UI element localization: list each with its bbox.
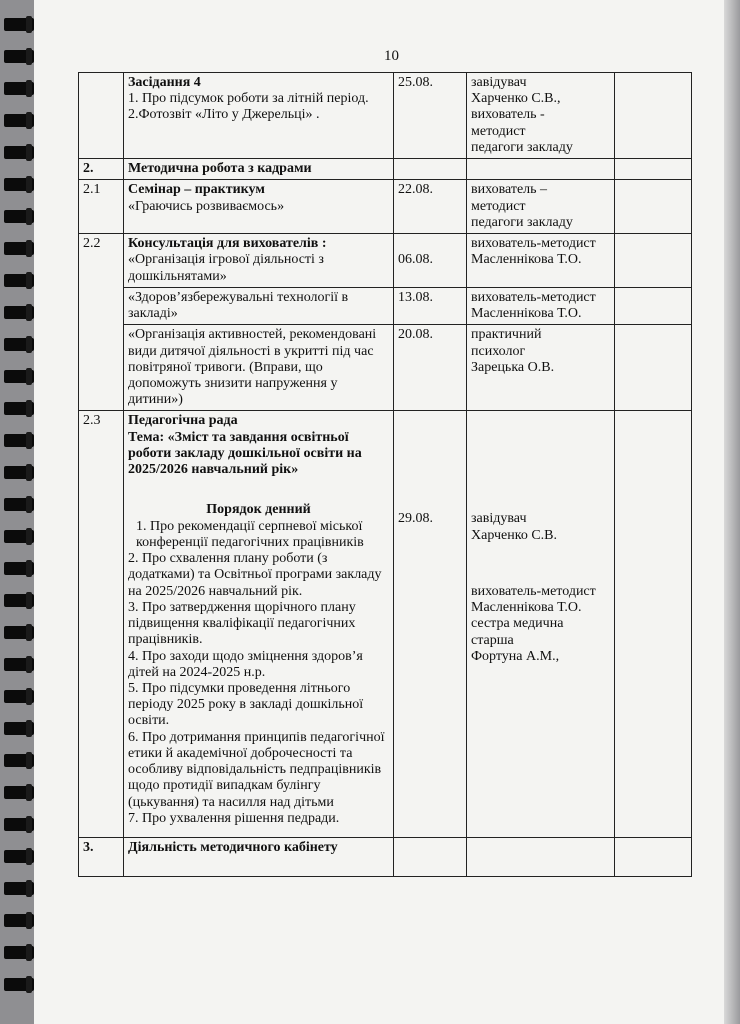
binding-ring	[4, 946, 34, 959]
binding-ring	[4, 562, 34, 575]
responsible-line: сестра медична	[471, 616, 564, 632]
responsible-line: методист	[471, 198, 526, 214]
binding-ring	[4, 754, 34, 767]
section-number: 3.	[79, 838, 124, 877]
responsible-line: педагоги закладу	[471, 214, 573, 230]
binding-ring	[4, 50, 34, 63]
cell-date	[394, 838, 467, 877]
cell-responsible	[467, 234, 615, 288]
binding-ring	[4, 402, 34, 415]
table-row	[79, 287, 692, 324]
agenda-item: 3. Про затвердження щорічного плану підвищення кваліфікації педагогічних працівників.	[128, 599, 356, 648]
table-row	[79, 73, 692, 159]
binding-ring	[4, 274, 34, 287]
binding-ring	[4, 914, 34, 927]
cell-responsible	[467, 838, 615, 877]
cell-responsible	[467, 325, 615, 411]
responsible-line: вихователь-методист	[471, 583, 596, 599]
cell-note	[615, 73, 692, 159]
responsible-line: методист	[471, 123, 526, 139]
binding-ring	[4, 370, 34, 383]
binding-ring	[4, 850, 34, 863]
responsible-line: практичний	[471, 327, 542, 343]
binding-ring	[4, 114, 34, 127]
binding-ring	[4, 978, 34, 991]
binding-ring	[4, 882, 34, 895]
meeting-title: Засідання 4	[128, 75, 201, 90]
binding-ring	[4, 434, 34, 447]
cell-note	[615, 180, 692, 234]
table-row	[79, 159, 692, 180]
cell-date: 20.08.	[394, 325, 467, 411]
cell-date: 13.08.	[394, 287, 467, 324]
section-number: 2.1	[79, 180, 124, 234]
section-number: 2.	[79, 159, 124, 180]
responsible-line: Масленнікова Т.О.	[471, 600, 582, 616]
agenda-item: 7. Про ухвалення рішення педради.	[128, 810, 340, 826]
binding-ring	[4, 242, 34, 255]
responsible-line: Зарецька О.В.	[471, 359, 555, 375]
responsible-line: психолог	[471, 343, 526, 359]
table-row	[79, 234, 692, 288]
date-value: 06.08.	[398, 252, 433, 268]
responsible-line: Харченко С.В.,	[471, 91, 561, 107]
agenda-item: 4. Про заходи щодо зміцнення здоров’я дітей на 2024-2025 н.р.	[128, 648, 363, 680]
cell-responsible	[467, 287, 615, 324]
item-title: Семінар – практикум	[128, 182, 265, 198]
binding-ring	[4, 658, 34, 671]
cell-content	[124, 180, 394, 234]
agenda-item: 5. Про підсумки проведення літнього періоду 2025 року в закладі дошкільної освіти.	[128, 680, 364, 729]
binding-ring	[4, 722, 34, 735]
cell-responsible	[467, 411, 615, 838]
responsible-line: Фортуна А.М.,	[471, 648, 560, 664]
item-subtitle: «Граючись розвиваємось»	[128, 198, 285, 214]
item-title: Педагогічна рада	[128, 413, 238, 429]
page-edge	[724, 0, 740, 1024]
responsible-line: завідувач	[471, 511, 527, 527]
binding-ring	[4, 626, 34, 639]
binding-ring	[4, 594, 34, 607]
cell-note	[615, 411, 692, 838]
table-row	[79, 180, 692, 234]
cell-responsible	[467, 180, 615, 234]
section-number: 2.3	[79, 411, 124, 838]
consultation-topic: «Організація активностей, рекомендовані види дитячої діяльності в укритті під час повітряної тривоги. (Вправи, що допоможуть знизити напруження у дитини»)	[124, 325, 394, 411]
binding-ring	[4, 18, 34, 31]
binding-ring	[4, 498, 34, 511]
section-title: Методична робота з кадрами	[124, 159, 394, 180]
cell-content	[124, 411, 394, 838]
section-number: 2.2	[79, 234, 124, 411]
cell-date	[394, 411, 467, 838]
binding-ring	[4, 786, 34, 799]
item-title: Консультація для вихователів :	[128, 236, 327, 252]
agenda-title: Порядок денний	[206, 502, 311, 518]
agenda-item: 1. Про рекомендації серпневої міської конференції педагогічних працівників	[136, 518, 364, 550]
responsible-line: вихователь –	[471, 182, 548, 198]
agenda-item: 6. Про дотримання принципів педагогічної етики й академічної доброчесності та особливу відповідальність педпрацівників щодо протидії випадкам булінгу (цькування) та насилля над дітьми	[128, 729, 385, 810]
list-item: 2.Фотозвіт «Літо у Джерельці» .	[128, 107, 320, 123]
cell-date: 22.08.	[394, 180, 467, 234]
binding-ring	[4, 306, 34, 319]
cell-note	[615, 159, 692, 180]
cell-responsible	[467, 73, 615, 159]
binding-ring	[4, 82, 34, 95]
responsible-line: Масленнікова Т.О.	[471, 306, 582, 322]
cell-date	[394, 159, 467, 180]
responsible-line: Харченко С.В.	[471, 527, 557, 543]
binding-ring	[4, 530, 34, 543]
responsible-line: вихователь -	[471, 107, 545, 123]
consultation-topic: «Організація ігрової діяльності з дошкільнятами»	[128, 252, 324, 284]
responsible-line: педагоги закладу	[471, 139, 573, 155]
binding-ring	[4, 210, 34, 223]
binding-ring	[4, 178, 34, 191]
binding-ring	[4, 690, 34, 703]
cell-note	[615, 838, 692, 877]
cell-number	[79, 73, 124, 159]
cell-note	[615, 234, 692, 288]
responsible-line: вихователь-методист	[471, 289, 596, 305]
date-value: 29.08.	[398, 511, 433, 527]
binding-ring	[4, 466, 34, 479]
consultation-topic: «Здоров’язбережувальні технології в закладі»	[124, 287, 394, 324]
responsible-line: старша	[471, 632, 514, 648]
cell-date: 25.08.	[394, 73, 467, 159]
responsible-line: вихователь-методист	[471, 236, 596, 252]
responsible-line: завідувач	[471, 75, 527, 90]
plan-table	[78, 72, 692, 877]
agenda-item: 2. Про схвалення плану роботи (з додатками) та Освітньої програми закладу на 2025/2026 навчальний рік.	[128, 551, 382, 599]
binding-ring	[4, 338, 34, 351]
cell-content	[124, 73, 394, 159]
cell-date	[394, 234, 467, 288]
council-theme: Тема: «Зміст та завдання освітньої роботи закладу дошкільної освіти на 2025/2026 навчальний рік»	[128, 429, 362, 478]
cell-responsible	[467, 159, 615, 180]
binding-ring	[4, 146, 34, 159]
page-number: 10	[384, 48, 399, 64]
cell-note	[615, 287, 692, 324]
binding-ring	[4, 818, 34, 831]
list-item: 1. Про підсумок роботи за літній період.	[128, 91, 369, 107]
cell-note	[615, 325, 692, 411]
table-row	[79, 411, 692, 838]
table-row	[79, 325, 692, 411]
section-title: Діяльність методичного кабінету	[124, 838, 394, 877]
cell-content	[124, 234, 394, 288]
responsible-line: Масленнікова Т.О.	[471, 252, 582, 268]
table-row	[79, 838, 692, 877]
